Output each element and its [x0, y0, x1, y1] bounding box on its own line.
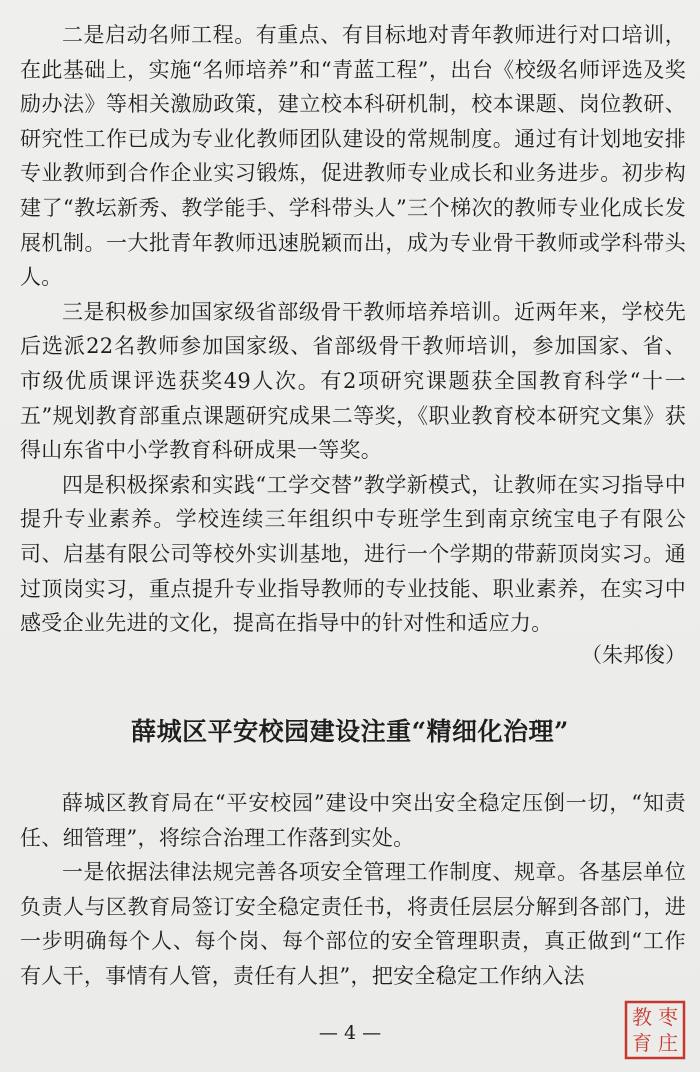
article-2-title: 薛城区平安校园建设注重“精细化治理” [131, 717, 569, 746]
red-seal-stamp [624, 1000, 686, 1060]
seal-char: 教 [632, 1005, 652, 1029]
seal-char: 庄 [658, 1031, 678, 1055]
seal-char: 育 [632, 1031, 652, 1055]
seal-char: 枣 [658, 1005, 678, 1029]
paragraph: 薛城区教育局在“平安校园”建设中突出安全稳定压倒一切，“知责任、细管理”，将综合治理工作落到实处。 [20, 791, 686, 850]
author-credit: （朱邦俊） [581, 643, 686, 667]
paragraph: 一是依据法律法规完善各项安全管理工作制度、规章。各基层单位负责人与区教育局签订安全稳定责任书，将责任层层分解到各部门，进一步明确每个人、每个岗、每个部位的安全管理职责，真正做到“工作有人干，事情有人管，责任有人担”，把安全稳定工作纳入法 [20, 860, 686, 988]
paragraph: 二是启动名师工程。有重点、有目标地对青年教师进行对口培训，在此基础上，实施“名师培养”和“青蓝工程”，出台《校级名师评选及奖励办法》等相关激励政策，建立校本科研机制，校本课题、岗位教研、研究性工作已成为专业化教师团队建设的常规制度。通过有计划地安排专业教师到合作企业实习锻炼，促进教师专业成长和业务进步。初步构建了“教坛新秀、教学能手、学科带头人”三个梯次的教师专业化成长发展机制。一大批青年教师迅速脱颖而出，成为专业骨干教师或学科带头人。 [20, 23, 686, 290]
article-1-body [20, 18, 686, 641]
article-2-body [20, 786, 686, 994]
page-number: — 4 — [318, 1022, 382, 1044]
paragraph: 三是积极参加国家级省部级骨干教师培养培训。近两年来，学校先后选派22名教师参加国家级、省部级骨干教师培训，参加国家、省、市级优质课评选获奖49人次。有2项研究课题获全国教育科学“十一五”规划教育部重点课题研究成果二等奖，《职业教育校本研究文集》获得山东省中小学教育科研成果一等奖。 [20, 299, 686, 463]
paragraph: 四是积极探索和实践“工学交替”教学新模式，让教师在实习指导中提升专业素养。学校连续三年组织中专班学生到南京统宝电子有限公司、启基有限公司等校外实训基地，进行一个学期的带薪顶岗实习。通过顶岗实习，重点提升专业指导教师的专业技能、职业素养，在实习中感受企业先进的文化，提高在指导中的针对性和适应力。 [20, 472, 686, 636]
